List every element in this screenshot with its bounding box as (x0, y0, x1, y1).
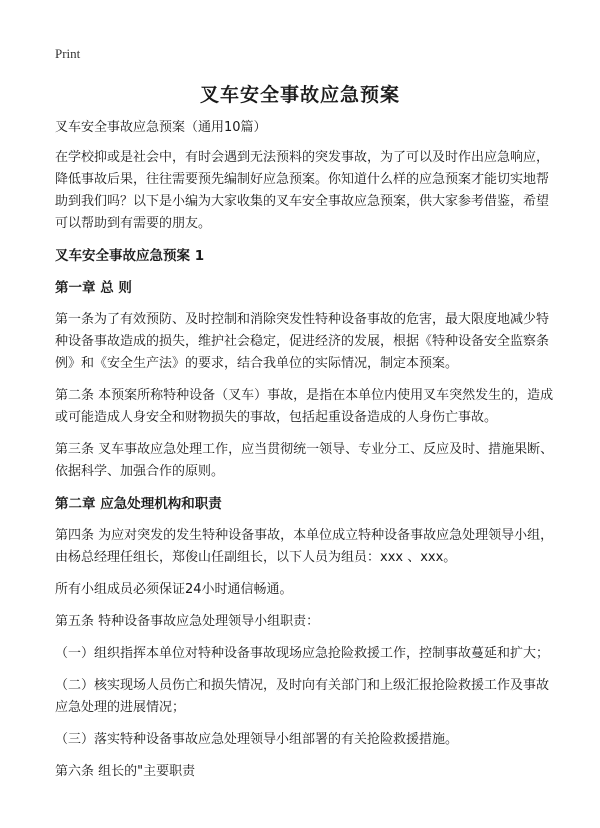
section-heading: 叉车安全事故应急预案 1 (55, 248, 205, 264)
article-1: 第一条为了有效预防、及时控制和消除突发性特种设备事故的危害，最大限度地减少特种设备事故造成的损失，维护社会稳定，促进经济的发展，根据《特种设备安全监察条例》和《安全生产法》的要求，结合我单位的实际情况，制定本预案。 (55, 312, 550, 371)
chapter1-heading: 第一章 总 则 (55, 280, 132, 296)
article-3: 第三条 叉车事故应急处理工作，应当贯彻统一领导、专业分工、反应及时、措施果断、依据科学、加强合作的原则。 (55, 442, 554, 479)
document-body (55, 117, 555, 793)
intro-paragraph: 在学校抑或是社会中，有时会遇到无法预料的突发事故，为了可以及时作出应急响应，降低事故后果，往往需要预先编制好应急预案。你知道什么样的应急预案才能切实地帮助到我们吗？以下是小编为大家收集的叉车安全事故应急预案，供大家参考借鉴，希望可以帮助到有需要的朋友。 (55, 150, 550, 231)
article-4: 第四条 为应对突发的发生特种设备事故，本单位成立特种设备事故应急处理领导小组，由杨总经理任组长，郑俊山任副组长，以下人员为组员：xxx 、xxx。 (55, 528, 554, 565)
document-subtitle: 叉车安全事故应急预案（通用10篇） (55, 120, 267, 135)
chapter2-heading: 第二章 应急处理机构和职责 (55, 496, 222, 512)
article-2: 第二条 本预案所称特种设备（叉车）事故，是指在本单位内使用叉车突然发生的，造成或可能造成人身安全和财物损失的事故，包括起重设备造成的人身伤亡事故。 (55, 388, 554, 425)
duty-3: （三）落实特种设备事故应急处理领导小组部署的有关抢险救援措施。 (55, 732, 459, 747)
duty-2: （二）核实现场人员伤亡和损失情况，及时向有关部门和上级汇报抢险救援工作及事故应急处理的进展情况； (55, 678, 550, 715)
communication-note: 所有小组成员必须保证24小时通信畅通。 (55, 582, 293, 597)
print-label[interactable]: Print (55, 46, 81, 61)
document-title: 叉车安全事故应急预案 (199, 84, 400, 106)
article-6: 第六条 组长的"主要职责 (55, 764, 196, 779)
article-5: 第五条 特种设备事故应急处理领导小组职责： (55, 614, 320, 629)
duty-1: （一）组织指挥本单位对特种设备事故现场应急抢险救援工作，控制事故蔓延和扩大； (55, 646, 550, 661)
